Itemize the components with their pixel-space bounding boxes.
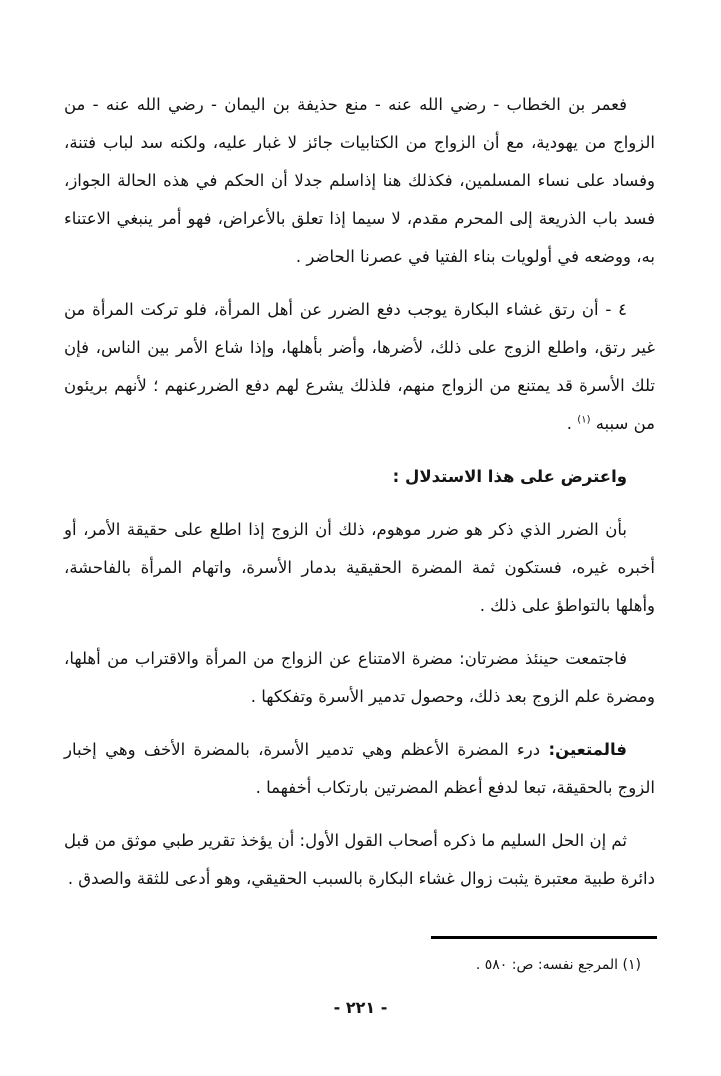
paragraph: ثم إن الحل السليم ما ذكره أصحاب القول الأول: أن يؤخذ تقرير طبي موثق من قبل دائرة طبية معتبرة يثبت زوال غشاء البكارة بالسبب الحقيقي، وهو أدعى للثقة والصدق . [64, 831, 655, 888]
footnote: (١) المرجع نفسه: ص: ٥٨٠ . [475, 957, 641, 973]
footnote-divider [431, 936, 657, 939]
paragraph-text: درء المضرة الأعظم وهي تدمير الأسرة، بالمضرة الأخف وهي إخبار الزوج بالحقيقة، تبعا لدفع أعظم المضرتين بارتكاب أخفهما . [64, 740, 655, 797]
paragraph: فعمر بن الخطاب - رضي الله عنه - منع حذيفة بن اليمان - رضي الله عنه - من الزواج من يهودية، مع أن الزواج من الكتابيات جائز لا غبار عليه، ولكنه سد لباب فتنة، وفساد على نساء المسلمين، فكذلك هنا إذاسلم جدلا أن الحكم في هذه الحالة الجواز، فسد باب الذريعة إلى المحرم مقدم، لا سيما إذا تعلق بالأعراض، فهو أمر ينبغي الاعتناء به، ووضعه في أولويات بناء الفتيا في عصرنا الحاضر . [64, 95, 655, 266]
paragraph-lead: فالمتعين: [548, 740, 627, 759]
paragraph: بأن الضرر الذي ذكر هو ضرر موهوم، ذلك أن الزوج إذا اطلع على حقيقة الأمر، أو أخبره غيره، فستكون ثمة المضرة الحقيقية بدمار الأسرة، واتهام المرأة بالفاحشة، وأهلها بالتواطؤ على ذلك . [64, 520, 655, 615]
paragraph: فاجتمعت حينئذ مضرتان: مضرة الامتناع عن الزواج من المرأة والاقتراب من أهلها، ومضرة علم الزوج بعد ذلك، وحصول تدمير الأسرة وتفككها . [64, 649, 655, 706]
paragraph [64, 291, 655, 443]
footnote-ref: (١) [577, 414, 591, 426]
paragraph-text: ٤ - أن رتق غشاء البكارة يوجب دفع الضرر عن أهل المرأة، فلو تركت المرأة من غير رتق، واطلع الزوج على ذلك، لأضرها، وأضر بأهلها، وإذا شاع الأمر بين الناس، فإن تلك الأسرة قد يمتنع من الزواج منهم، فلذلك يشرع لهم دفع الضررعنهم ؛ لأنهم بريئون من سببه [64, 300, 655, 433]
page-body [64, 86, 655, 913]
paragraph-text: . [566, 414, 578, 433]
objection-heading: واعترض على هذا الاستدلال : [392, 467, 627, 486]
page-number: - ٢٢١ - [333, 998, 388, 1017]
paragraph [64, 731, 655, 807]
